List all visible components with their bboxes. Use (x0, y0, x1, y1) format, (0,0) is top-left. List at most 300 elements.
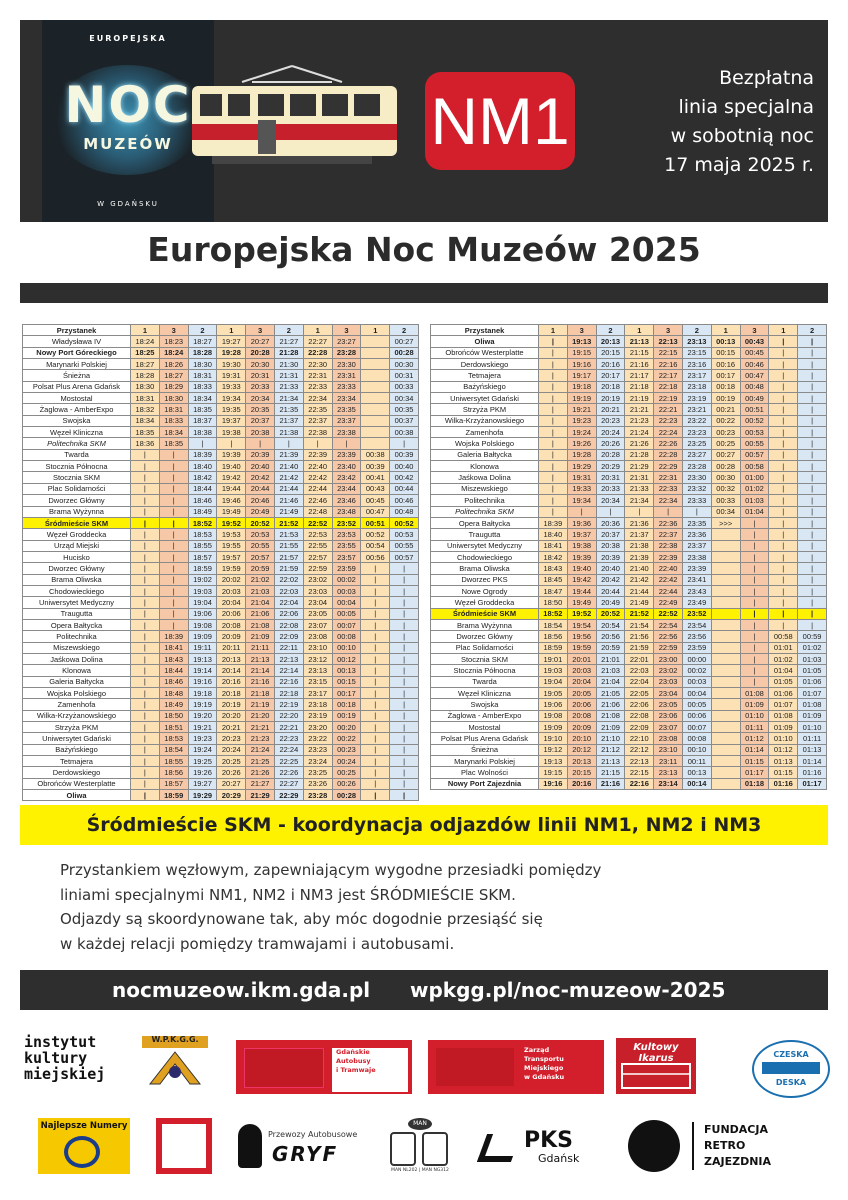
departure-time: 18:51 (159, 722, 188, 733)
departure-time: 22:06 (274, 608, 303, 619)
departure-time: 21:16 (625, 359, 654, 370)
departure-time: 18:36 (131, 438, 160, 449)
timetable-row (431, 393, 827, 404)
timetable-row (431, 483, 827, 494)
departure-time: 00:44 (390, 483, 419, 494)
departure-time: | (361, 619, 390, 630)
departure-time: | (361, 744, 390, 755)
departure-time: 18:35 (131, 427, 160, 438)
timetable-row (431, 608, 827, 619)
gryf-bus-logo (238, 1124, 368, 1170)
departure-time: | (539, 427, 568, 438)
departure-time: 21:13 (625, 336, 654, 347)
stop-name: Plac Wolności (431, 767, 539, 778)
departure-time: | (798, 404, 827, 415)
departure-time: | (390, 676, 419, 687)
man-sub: MAN NL202 | MAN NG312 (391, 1168, 449, 1173)
departure-time: 23:39 (682, 563, 711, 574)
departure-time: 23:06 (654, 710, 683, 721)
departure-time: | (361, 688, 390, 699)
header-stop: Przystanek (23, 325, 131, 336)
departure-time: 23:24 (303, 756, 332, 767)
departure-time: 19:52 (567, 608, 596, 619)
departure-time: 19:16 (539, 778, 568, 789)
departure-time: 22:46 (303, 495, 332, 506)
stop-name: Brama Wyżynna (23, 506, 131, 517)
departure-time: 18:30 (188, 359, 217, 370)
departure-time: 01:16 (769, 778, 798, 789)
gait-line-1: Gdańskie (336, 1048, 370, 1056)
departure-time: | (769, 517, 798, 528)
timetable-row (431, 619, 827, 630)
departure-time: 18:27 (131, 359, 160, 370)
departure-time: 18:37 (188, 415, 217, 426)
departure-time: 00:34 (390, 393, 419, 404)
departure-time (711, 608, 740, 619)
departure-time: 21:01 (596, 653, 625, 664)
departure-time: 18:34 (131, 415, 160, 426)
page-title: Europejska Noc Muzeów 2025 (147, 230, 701, 269)
departure-time: 23:53 (332, 529, 361, 540)
stop-name: Klonowa (23, 665, 131, 676)
ikarus-text: Kultowy Ikarus (633, 1042, 679, 1064)
timetable-row (23, 574, 419, 585)
departure-time: | (740, 517, 769, 528)
departure-time: 23:19 (303, 710, 332, 721)
departure-time: 18:33 (188, 381, 217, 392)
departure-time (711, 574, 740, 585)
stop-name: Uniwersytet Medyczny (23, 597, 131, 608)
departure-time: 01:08 (798, 699, 827, 710)
departure-time: 19:24 (188, 744, 217, 755)
departure-time: 21:21 (246, 722, 275, 733)
departure-time: 20:11 (217, 642, 246, 653)
departure-time: 18:40 (539, 529, 568, 540)
departure-time: 01:17 (798, 778, 827, 789)
departure-time: 00:07 (682, 722, 711, 733)
departure-time: 00:22 (332, 733, 361, 744)
departure-time: 20:37 (596, 529, 625, 540)
departure-time: 22:29 (654, 461, 683, 472)
stop-name: Derdowskiego (431, 359, 539, 370)
departure-time: 23:21 (682, 404, 711, 415)
departure-time: 19:34 (217, 393, 246, 404)
departure-time (361, 359, 390, 370)
departure-time: | (303, 438, 332, 449)
timetable-row (23, 540, 419, 551)
departure-time: 22:59 (654, 642, 683, 653)
departure-time: 22:17 (654, 370, 683, 381)
departure-time: | (654, 506, 683, 517)
departure-time: 21:26 (246, 767, 275, 778)
departure-time: | (131, 574, 160, 585)
departure-time: 23:27 (682, 449, 711, 460)
departure-time: | (361, 642, 390, 653)
stop-name: Bażyńskiego (431, 381, 539, 392)
departure-time: 21:13 (596, 756, 625, 767)
departure-time: 20:01 (567, 653, 596, 664)
departure-time: 18:54 (159, 744, 188, 755)
departure-time: 23:25 (682, 438, 711, 449)
departure-time: 20:38 (596, 540, 625, 551)
departure-time: 00:14 (682, 778, 711, 789)
departure-time: 00:54 (361, 540, 390, 551)
stop-name: Miszewskiego (23, 642, 131, 653)
departure-time: 23:03 (654, 676, 683, 687)
timetable-row (431, 722, 827, 733)
departure-time: 23:22 (682, 415, 711, 426)
departure-time: 00:45 (361, 495, 390, 506)
departure-time: 19:26 (188, 767, 217, 778)
departure-time: 20:06 (217, 608, 246, 619)
departure-time: 21:30 (274, 359, 303, 370)
stop-name: Brama Oliwska (23, 574, 131, 585)
departure-time: 20:21 (596, 404, 625, 415)
departure-time: 19:28 (567, 449, 596, 460)
departure-time: 01:08 (740, 688, 769, 699)
departure-time: 23:05 (303, 608, 332, 619)
stop-name: Chodowieckiego (23, 585, 131, 596)
departure-time (711, 540, 740, 551)
departure-time: 18:32 (131, 404, 160, 415)
departure-time: | (159, 574, 188, 585)
departure-time: 19:49 (567, 597, 596, 608)
departure-time: 23:13 (654, 767, 683, 778)
departure-time: 19:09 (188, 631, 217, 642)
gdansk-crest-icon (436, 1048, 514, 1086)
departure-time: | (159, 506, 188, 517)
departure-time: 19:21 (188, 722, 217, 733)
departure-time: | (159, 495, 188, 506)
departure-time: 22:16 (625, 778, 654, 789)
departure-time: 00:10 (332, 642, 361, 653)
departure-time: 21:03 (246, 585, 275, 596)
departure-time: | (539, 415, 568, 426)
departure-time: 18:34 (159, 427, 188, 438)
departure-time: 22:28 (303, 347, 332, 358)
special-line-4: 17 maja 2025 r. (664, 154, 814, 176)
departure-time: 19:24 (567, 427, 596, 438)
departure-time: 22:15 (625, 767, 654, 778)
departure-time: 00:51 (740, 404, 769, 415)
departure-time: 21:25 (246, 756, 275, 767)
departure-time: 22:03 (274, 585, 303, 596)
stop-name: Brama Oliwska (431, 563, 539, 574)
departure-time: 18:39 (188, 449, 217, 460)
departure-time: | (798, 585, 827, 596)
departure-time: 18:27 (188, 336, 217, 347)
departure-time: | (798, 608, 827, 619)
stop-name: Marynarki Polskiej (23, 359, 131, 370)
departure-time: 23:40 (332, 461, 361, 472)
stop-name: Śnieżna (431, 744, 539, 755)
pks-text: PKS (524, 1128, 574, 1153)
departure-time: 00:53 (390, 529, 419, 540)
departure-time: | (740, 551, 769, 562)
departure-time: 21:42 (625, 574, 654, 585)
timetable-row (431, 370, 827, 381)
header-line: 1 (769, 325, 798, 336)
timetable-row (431, 517, 827, 528)
departure-time: 19:08 (188, 619, 217, 630)
departure-time: 21:53 (274, 529, 303, 540)
departure-time: 23:07 (303, 619, 332, 630)
departure-time: 22:24 (274, 744, 303, 755)
links-bar (20, 970, 828, 1010)
departure-time: | (390, 756, 419, 767)
departure-time: 22:26 (274, 767, 303, 778)
departure-time: 21:08 (246, 619, 275, 630)
divider-bar (20, 283, 828, 303)
departure-time: 21:37 (274, 415, 303, 426)
departure-time: 00:46 (390, 495, 419, 506)
bus-icon (422, 1132, 448, 1166)
gait-line-2: Autobusy (336, 1057, 371, 1065)
departure-time: 18:26 (159, 359, 188, 370)
departure-time: 00:39 (390, 449, 419, 460)
link-nocmuzeow[interactable]: nocmuzeow.ikm.gda.pl (112, 978, 371, 1002)
departure-time: 22:03 (625, 665, 654, 676)
departure-time: 01:01 (769, 642, 798, 653)
stop-name: Nowy Port Zajezdnia (431, 778, 539, 789)
najlepsze-numery-logo (38, 1118, 130, 1174)
departure-time: 01:11 (798, 733, 827, 744)
departure-time: 20:19 (596, 393, 625, 404)
stop-name: Żaglowa - AmberExpo (23, 404, 131, 415)
departure-time: 19:29 (567, 461, 596, 472)
departure-time: 00:23 (332, 744, 361, 755)
departure-time: 18:31 (188, 370, 217, 381)
departure-time: 20:33 (246, 381, 275, 392)
departure-time: | (131, 642, 160, 653)
departure-time (711, 642, 740, 653)
departure-time: | (769, 370, 798, 381)
departure-time: 19:16 (188, 676, 217, 687)
timetable-row (23, 472, 419, 483)
departure-time: | (769, 381, 798, 392)
departure-time: 23:41 (682, 574, 711, 585)
departure-time: | (769, 404, 798, 415)
departure-time: 01:14 (798, 756, 827, 767)
departure-time: 21:14 (246, 665, 275, 676)
departure-time: 20:44 (246, 483, 275, 494)
departure-time: | (769, 472, 798, 483)
departure-time: 22:36 (654, 517, 683, 528)
departure-time: 22:11 (274, 642, 303, 653)
departure-time: 22:42 (303, 472, 332, 483)
departure-time (711, 756, 740, 767)
departure-time: 18:28 (188, 347, 217, 358)
departure-time: 23:59 (332, 563, 361, 574)
tram-icon (762, 1062, 820, 1074)
departure-time: 23:23 (303, 744, 332, 755)
departure-time: 23:57 (332, 551, 361, 562)
pks-sub: Gdańsk (538, 1152, 580, 1165)
departure-time: | (390, 733, 419, 744)
stop-name: Śnieżna (23, 370, 131, 381)
departure-time: 19:03 (188, 585, 217, 596)
departure-time: 20:13 (567, 756, 596, 767)
departure-time: 21:05 (596, 688, 625, 699)
departure-time: 21:31 (274, 370, 303, 381)
gdansk-crest-icon (244, 1048, 324, 1088)
departure-time: | (596, 506, 625, 517)
departure-time: 20:44 (596, 585, 625, 596)
departure-time: 18:25 (131, 347, 160, 358)
departure-time: 20:14 (217, 665, 246, 676)
departure-time: 20:33 (596, 483, 625, 494)
departure-time: 23:19 (682, 393, 711, 404)
stop-name: Węzeł Kliniczna (431, 688, 539, 699)
departure-time: 20:31 (246, 370, 275, 381)
departure-time: | (159, 461, 188, 472)
departure-time: 22:56 (654, 631, 683, 642)
departure-time: 18:41 (539, 540, 568, 551)
timetable-row (431, 631, 827, 642)
departure-time: 18:30 (159, 393, 188, 404)
departure-time: 19:04 (539, 676, 568, 687)
departure-time: 19:06 (188, 608, 217, 619)
departure-time: 23:00 (654, 653, 683, 664)
departure-time: 20:37 (246, 415, 275, 426)
departure-time: 01:13 (798, 744, 827, 755)
departure-time: 00:13 (711, 336, 740, 347)
departure-time: | (390, 710, 419, 721)
departure-time: | (361, 676, 390, 687)
departure-time: 22:37 (654, 529, 683, 540)
timetable-left (22, 324, 419, 801)
departure-time: 01:09 (798, 710, 827, 721)
departure-time: | (131, 506, 160, 517)
departure-time: | (798, 563, 827, 574)
stop-name: Wojska Polskiego (23, 688, 131, 699)
departure-time: 00:04 (332, 597, 361, 608)
timetable-row (23, 461, 419, 472)
departure-time: 00:33 (390, 381, 419, 392)
departure-time: 18:53 (159, 733, 188, 744)
departure-time: 23:52 (682, 608, 711, 619)
departure-time: 20:36 (596, 517, 625, 528)
departure-time: 20:59 (246, 563, 275, 574)
departure-time: | (361, 756, 390, 767)
departure-time: 19:44 (217, 483, 246, 494)
departure-time: 21:39 (625, 551, 654, 562)
stop-name: Oliwa (23, 790, 131, 801)
fundacja-line-3: ZAJEZDNIA (704, 1155, 772, 1168)
stop-name: Władysława IV (23, 336, 131, 347)
departure-time: 00:37 (390, 415, 419, 426)
departure-time: 22:44 (303, 483, 332, 494)
departure-time: 23:17 (682, 370, 711, 381)
departure-time: | (131, 597, 160, 608)
timetable-row (431, 597, 827, 608)
departure-time: 00:48 (390, 506, 419, 517)
stop-name: Wilka-Krzyżanowskiego (431, 415, 539, 426)
stop-name: Bażyńskiego (23, 744, 131, 755)
departure-time: 23:49 (682, 597, 711, 608)
departure-time: 23:28 (682, 461, 711, 472)
departure-time: | (390, 585, 419, 596)
departure-time: 22:55 (303, 540, 332, 551)
departure-time: | (159, 563, 188, 574)
timetable-row (23, 744, 419, 755)
departure-time: 21:23 (625, 415, 654, 426)
departure-time: 00:34 (711, 506, 740, 517)
timetable-row (23, 688, 419, 699)
man-logo (386, 1118, 454, 1176)
departure-time: 19:01 (539, 653, 568, 664)
departure-time: | (769, 461, 798, 472)
pks-arrow-icon (477, 1134, 521, 1162)
departure-time: 00:55 (390, 540, 419, 551)
departure-time: 00:47 (740, 370, 769, 381)
fundacja-logo (628, 1118, 798, 1174)
departure-time: 01:08 (769, 710, 798, 721)
departure-time: | (361, 767, 390, 778)
departure-time: | (539, 393, 568, 404)
departure-time: 18:31 (131, 393, 160, 404)
departure-time: 19:42 (567, 574, 596, 585)
departure-time: | (390, 631, 419, 642)
departure-time: | (539, 506, 568, 517)
departure-time: | (740, 642, 769, 653)
departure-time: 22:18 (274, 688, 303, 699)
timetable-row (23, 676, 419, 687)
stop-name: Uniwersytet Gdański (23, 733, 131, 744)
timetable-row (431, 506, 827, 517)
stop-name: Polsat Plus Arena Gdańsk (23, 381, 131, 392)
departure-time: | (332, 438, 361, 449)
departure-time: 23:22 (303, 733, 332, 744)
departure-time: 20:46 (246, 495, 275, 506)
departure-time: 00:20 (332, 722, 361, 733)
special-line-3: w sobotnią noc (670, 125, 814, 147)
departure-time: | (769, 585, 798, 596)
departure-time: 00:06 (682, 710, 711, 721)
departure-time: 20:26 (596, 438, 625, 449)
departure-time: 23:35 (332, 404, 361, 415)
departure-time: | (769, 427, 798, 438)
stop-name: Obrońców Westerplatte (23, 778, 131, 789)
departure-time: 18:59 (159, 790, 188, 801)
special-line-2: linia specjalna (678, 96, 814, 118)
departure-time: 00:52 (740, 415, 769, 426)
timetable-row (23, 438, 419, 449)
departure-time: 01:05 (798, 665, 827, 676)
ikm-line-3: miejskiej (24, 1065, 106, 1083)
stop-name: Opera Bałtycka (23, 619, 131, 630)
departure-time: 19:16 (567, 359, 596, 370)
departure-time: | (769, 563, 798, 574)
stop-name: Zamenhofa (431, 427, 539, 438)
departure-time: | (131, 585, 160, 596)
timetable-row (23, 756, 419, 767)
departure-time: 21:20 (246, 710, 275, 721)
departure-time (711, 744, 740, 755)
departure-time: 18:53 (188, 529, 217, 540)
departure-time: | (798, 427, 827, 438)
departure-time: 23:08 (303, 631, 332, 642)
departure-time: | (274, 438, 303, 449)
departure-time: 23:55 (332, 540, 361, 551)
departure-time: | (131, 710, 160, 721)
link-wpkgg[interactable]: wpkgg.pl/noc-muzeow-2025 (410, 978, 726, 1002)
departure-time: 23:27 (332, 336, 361, 347)
departure-time: 18:38 (188, 427, 217, 438)
timetable-row (23, 427, 419, 438)
departure-time: 21:59 (625, 642, 654, 653)
departure-time: | (361, 563, 390, 574)
